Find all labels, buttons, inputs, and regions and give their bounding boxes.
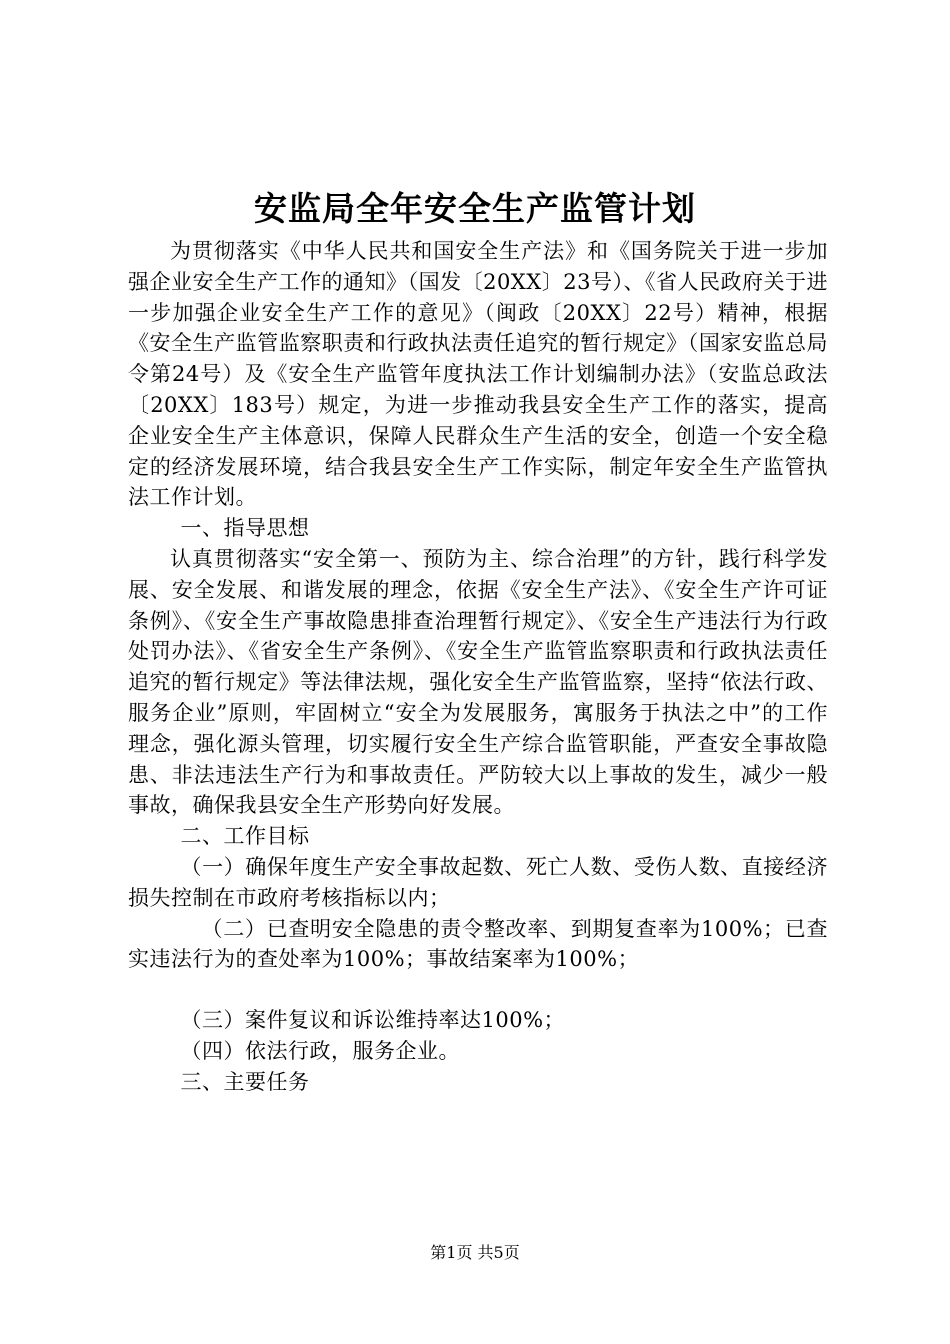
document-body [128, 236, 828, 1098]
document-title: 安监局全年安全生产监管计划 [254, 189, 696, 228]
goal-item-2: （二）已查明安全隐患的责令整改率、到期复查率为100%；已查实违法行为的查处率为100%；事故结案率为100%； [128, 916, 828, 972]
section-heading-guiding-ideology: 一、指导思想 [180, 516, 310, 541]
goal-item-4: （四）依法行政，服务企业。 [180, 1038, 460, 1063]
section-heading-main-tasks: 三、主要任务 [180, 1069, 310, 1094]
intro-paragraph: 为贯彻落实《中华人民共和国安全生产法》和《国务院关于进一步加强企业安全生产工作的通知》（国发〔20XX〕23号）、《省人民政府关于进一步加强企业安全生产工作的意见》（闽政〔20XX〕22号）精神，根据《安全生产监管监察职责和行政执法责任追究的暂行规定》（国家安监总局令第24号）及《安全生产监管年度执法工作计划编制办法》（安监总政法〔20XX〕183号）规定，为进一步推动我县安全生产工作的落实，提高企业安全生产主体意识，保障人民群众生产生活的安全，创造一个安全稳定的经济发展环境，结合我县安全生产工作实际，制定年安全生产监管执法工作计划。 [128, 239, 828, 510]
goal-item-1: （一）确保年度生产安全事故起数、死亡人数、受伤人数、直接经济损失控制在市政府考核指标以内； [128, 854, 828, 910]
page-number-footer: 第1页 共5页 [430, 1243, 520, 1262]
section-heading-work-goals: 二、工作目标 [180, 824, 310, 849]
goal-item-3: （三）案件复议和诉讼维持率达100%； [180, 1008, 566, 1033]
paragraph-gap [128, 975, 828, 1005]
guiding-ideology-paragraph: 认真贯彻落实“安全第一、预防为主、综合治理”的方针，践行科学发展、安全发展、和谐发展的理念，依据《安全生产法》、《安全生产许可证条例》、《安全生产事故隐患排查治理暂行规定》、《安全生产违法行为行政处罚办法》、《省安全生产条例》、《安全生产监管监察职责和行政执法责任追究的暂行规定》等法律法规，强化安全生产监管监察，坚持“依法行政、服务企业”原则，牢固树立“安全为发展服务，寓服务于执法之中”的工作理念，强化源头管理，切实履行安全生产综合监管职能，严查安全事故隐患、非法违法生产行为和事故责任。严防较大以上事故的发生，减少一般事故，确保我县安全生产形势向好发展。 [128, 546, 828, 818]
